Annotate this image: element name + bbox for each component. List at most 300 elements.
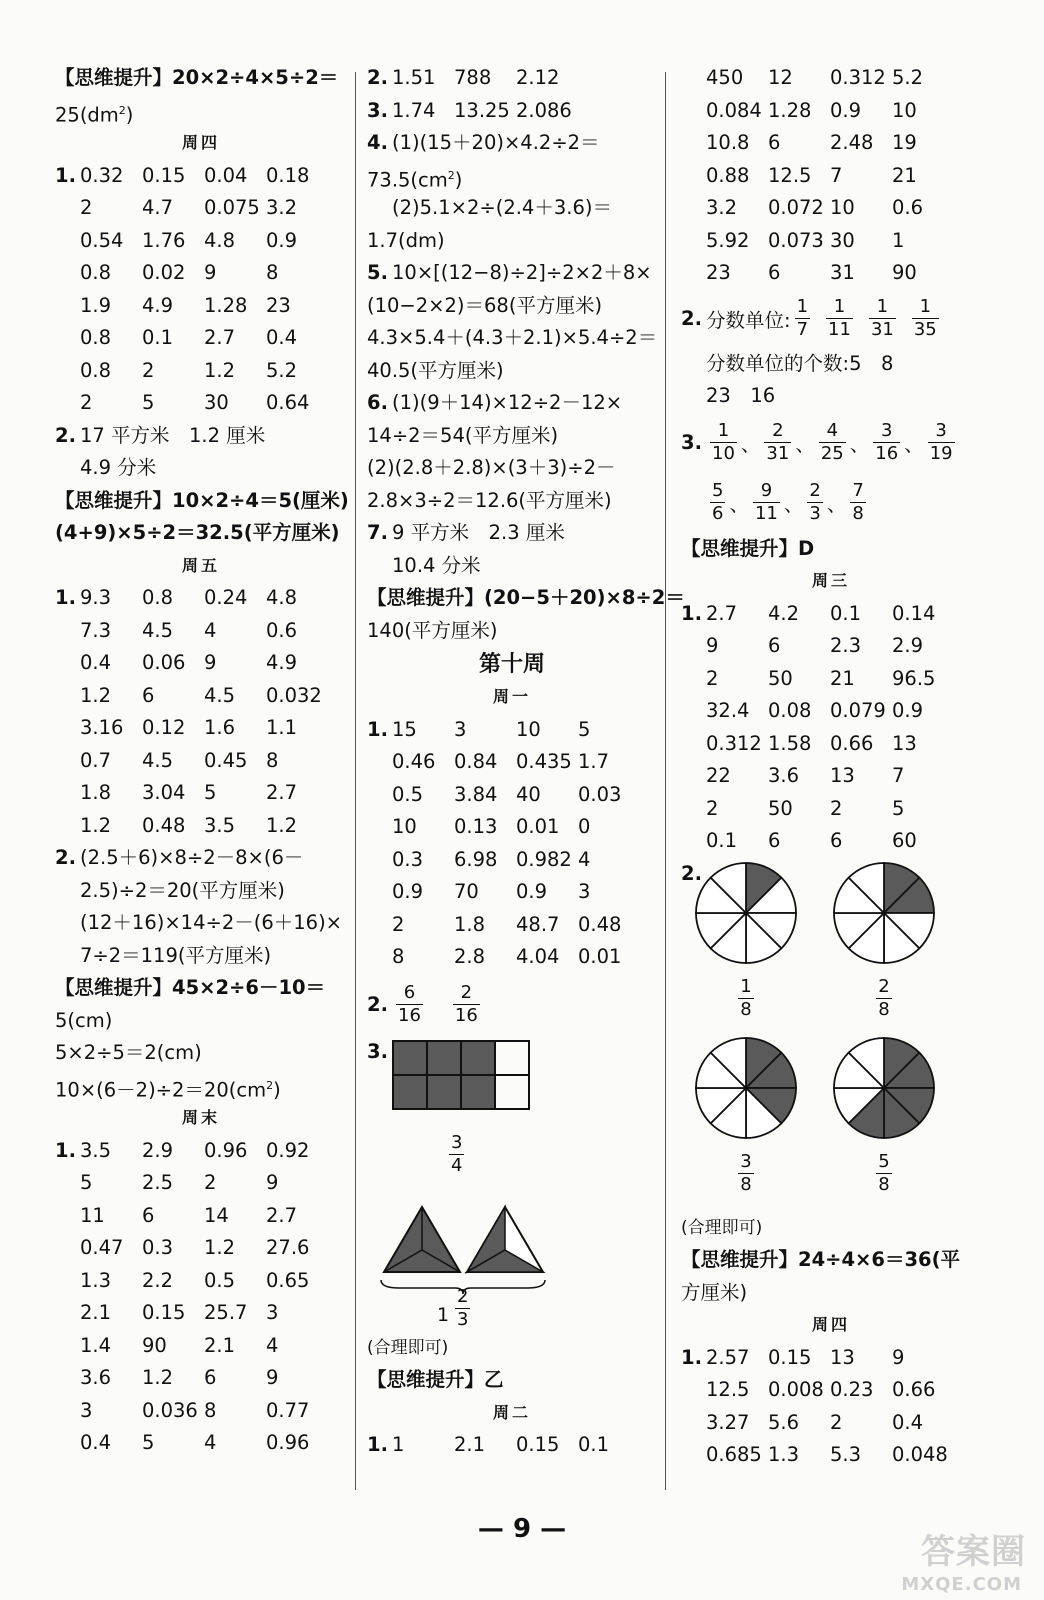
- fraction-answer-line: 2. 分数单位: 1 7 1 11 1 31 1 35: [681, 296, 937, 340]
- answer-row: [681, 760, 981, 793]
- answer-cell: 4.2: [768, 601, 800, 625]
- answer-cell: 1.28: [768, 98, 812, 122]
- answer-cell: 0.06: [142, 651, 186, 674]
- answer-cell: 2.1: [204, 1333, 236, 1357]
- answer-cell: 6: [142, 683, 155, 707]
- answer-cell: 0.12: [142, 716, 186, 739]
- fraction: $\frac{2}{8}$: [878, 975, 890, 1020]
- pie-figures-block: 2. $\frac{1}{8}$ $\frac{2}{8}$ $\frac{3}{8}$ $\frac{5}{8}$: [681, 858, 981, 1212]
- fraction: 2 3: [457, 1285, 469, 1330]
- answer-cell: 7: [892, 764, 905, 787]
- answer-line: 1.7(dm): [367, 228, 445, 252]
- answer-cell: 0.312: [706, 731, 762, 755]
- answer-row: [55, 777, 347, 810]
- answer-cell: 6: [142, 1203, 155, 1227]
- answer-cell: 1.8: [454, 912, 486, 936]
- answer-grid: [681, 62, 981, 290]
- answer-cell: 0.1: [142, 326, 174, 349]
- answer-row: [55, 680, 347, 713]
- answer-row: [681, 1342, 981, 1375]
- answer-cell: 2.1: [80, 1301, 112, 1324]
- answer-cell: 10: [830, 196, 855, 219]
- fraction: 2 16: [454, 982, 478, 1026]
- question-number: 1.: [681, 1345, 702, 1369]
- answer-cell: 0.072: [768, 196, 824, 219]
- answer-line: 2.5)÷2＝20(平方厘米): [80, 878, 285, 902]
- answer-cell: 10: [892, 98, 917, 122]
- answer-cell: 12.5: [706, 1378, 750, 1401]
- answer-row: [55, 387, 347, 420]
- answer-cell: 3.16: [80, 716, 124, 739]
- answer-cell: 5: [142, 1431, 155, 1454]
- fraction-answer-line: 2. 6 16 2 16: [367, 982, 478, 1026]
- answer-cell: 4: [204, 618, 217, 642]
- answer-row: [55, 1330, 347, 1363]
- answer-grid: [55, 582, 347, 842]
- answer-cell: 0.77: [266, 1398, 310, 1422]
- answer-cell: 2.7: [706, 601, 738, 625]
- answer-cell: 4.5: [204, 683, 236, 707]
- answer-cell: 19: [892, 131, 917, 154]
- answer-row: [55, 225, 347, 258]
- answer-cell: 0.8: [80, 261, 112, 284]
- answer-cell: 8: [392, 945, 405, 968]
- answer-grid: [55, 160, 347, 420]
- answer-cell: 0.8: [80, 326, 112, 349]
- answer-cell: 4.8: [204, 228, 236, 252]
- answer-line: 5(cm): [55, 1008, 113, 1032]
- answer-cell: 8: [204, 1398, 217, 1422]
- answer-cell: 2.7: [204, 326, 236, 349]
- answer-cell: 0.66: [830, 731, 874, 755]
- answer-cell: 1.1: [266, 716, 298, 739]
- answer-cell: 0.01: [578, 945, 622, 968]
- answer-cell: 60: [892, 829, 917, 852]
- answer-cell: 0.03: [578, 782, 622, 806]
- answer-line: 2.8×3÷2＝12.6(平方厘米): [367, 488, 612, 512]
- answer-cell: 0.88: [706, 163, 750, 187]
- answer-cell: 0.84: [454, 750, 498, 773]
- answer-cell: 0.4: [80, 651, 112, 674]
- answer-line: 7÷2＝119(平方厘米): [80, 943, 272, 967]
- answer-cell: 0.8: [142, 586, 174, 609]
- answer-cell: 10.8: [706, 131, 750, 154]
- answer-cell: 40: [516, 782, 541, 806]
- answer-line: 4.9 分米: [80, 456, 157, 479]
- thinking-boost: 【思维提升】45×2÷6－10＝: [55, 976, 326, 999]
- mixed-number-whole: 1: [437, 1303, 450, 1326]
- answer-cell: 3.2: [266, 196, 298, 219]
- answer-row: [681, 1439, 981, 1472]
- answer-cell: 6: [768, 634, 781, 657]
- answer-cell: 1.4: [80, 1333, 112, 1357]
- answer-cell: 23: [706, 261, 731, 284]
- answer-row: [55, 647, 347, 680]
- answer-cell: 1.58: [768, 731, 812, 755]
- answer-cell: 0.032: [266, 683, 322, 707]
- thinking-boost: 【思维提升】10×2÷4＝5(厘米): [55, 488, 349, 512]
- answer-cell: 4.8: [266, 586, 298, 609]
- answer-cell: 1.2: [80, 683, 112, 707]
- grid-figure-block: 3. 3 4: [367, 1036, 657, 1204]
- fraction: 1 35: [913, 296, 937, 340]
- fraction: 1 31: [870, 296, 894, 340]
- answer-cell: 0.04: [204, 163, 248, 187]
- answer-cell: 0.6: [892, 196, 924, 219]
- watermark-logo: 答案圈: [921, 1532, 1026, 1572]
- answer-line: 2. 1.51 788 2.12: [367, 66, 560, 89]
- shaded-triangles-figure: [379, 1204, 549, 1294]
- answer-cell: 4.5: [142, 748, 174, 772]
- answer-line: 4.3×5.4＋(4.3＋2.1)×5.4÷2＝: [367, 326, 658, 349]
- answer-row: [55, 1395, 347, 1428]
- answer-cell: 3.2: [706, 196, 738, 219]
- answer-grid: [55, 1135, 347, 1460]
- answer-cell: 2: [830, 1410, 843, 1434]
- answer-cell: 4.5: [142, 618, 174, 642]
- page-number: — 9 —: [477, 1514, 567, 1544]
- answer-grid: [681, 1342, 981, 1472]
- answer-row: [681, 257, 981, 290]
- answer-line: (12＋16)×14÷2－(6＋16)×: [80, 911, 343, 934]
- answer-line: 1. 1 2.1 0.15 0.1: [367, 1433, 610, 1456]
- fraction: 5 6: [712, 480, 724, 524]
- answer-cell: 0.982: [516, 847, 572, 871]
- answer-cell: 1: [892, 228, 905, 252]
- answer-cell: 1.76: [142, 228, 186, 252]
- answer-cell: 9: [204, 651, 217, 674]
- question-number: 1.: [681, 601, 702, 625]
- answer-row: [367, 909, 657, 942]
- pie-chart: [829, 858, 939, 968]
- answer-cell: 1.7: [578, 750, 610, 773]
- watermark-site: MXQE.COM: [901, 1574, 1022, 1595]
- answer-cell: 5.2: [892, 66, 924, 89]
- answer-line: 2. 17 平方米 1.2 厘米: [55, 423, 266, 447]
- answer-row: [681, 160, 981, 193]
- answer-cell: 12: [768, 66, 793, 89]
- fraction: 7 8: [852, 480, 864, 524]
- answer-cell: 0.435: [516, 750, 572, 773]
- answer-line: 5. 10×[(12−8)÷2]÷2×2＋8×: [367, 261, 652, 284]
- answer-row: [55, 712, 347, 745]
- week-heading: 第十周: [478, 651, 545, 677]
- answer-line: 4. (1)(15＋20)×4.2÷2＝: [367, 131, 600, 154]
- answer-cell: 8: [266, 748, 279, 772]
- answer-cell: 5.92: [706, 228, 750, 252]
- answer-cell: 0.48: [578, 912, 622, 936]
- answer-cell: 0.1: [706, 829, 738, 852]
- answer-row: [367, 779, 657, 812]
- answer-cell: 1.2: [204, 1236, 236, 1259]
- answer-cell: 4.04: [516, 945, 560, 968]
- answer-cell: 1.9: [80, 293, 112, 317]
- fraction: 2 3: [809, 480, 821, 524]
- answer-row: [681, 825, 981, 858]
- answer-cell: 0.48: [142, 813, 186, 837]
- fraction: 9 11: [754, 480, 778, 524]
- answer-cell: 3: [578, 880, 591, 903]
- answer-cell: 0.6: [266, 618, 298, 642]
- answer-cell: 2: [204, 1171, 217, 1194]
- answer-line: (2)(2.8＋2.8)×(3＋3)÷2－: [367, 456, 616, 479]
- answer-cell: 12.5: [768, 163, 812, 187]
- answer-row: [55, 1265, 347, 1298]
- answer-line: $10\times(6-2)\div 2=20(cm^2)$: [55, 1078, 281, 1101]
- question-number: 1.: [55, 163, 76, 187]
- answer-cell: 9: [266, 1171, 279, 1194]
- answer-row: [55, 745, 347, 778]
- triangle-figure-block: [367, 1204, 657, 1332]
- answer-row: [681, 728, 981, 761]
- answer-row: [681, 1407, 981, 1440]
- answer-row: [681, 127, 981, 160]
- answer-cell: 3.6: [768, 764, 800, 787]
- note: (合理即可): [681, 1217, 763, 1238]
- answer-cell: 2.9: [892, 634, 924, 657]
- fraction-unit-label: 分数单位:: [706, 308, 791, 332]
- answer-cell: 2.7: [266, 1203, 298, 1227]
- answer-cell: 0.048: [892, 1443, 948, 1466]
- answer-cell: 10: [516, 717, 541, 741]
- answer-cell: 50: [768, 666, 793, 690]
- answer-cell: 0.15: [142, 163, 186, 187]
- answer-row: [681, 793, 981, 826]
- answer-cell: 5: [204, 781, 217, 804]
- answer-cell: 6.98: [454, 847, 498, 871]
- answer-cell: 0.18: [266, 163, 310, 187]
- pie-chart: [829, 1033, 939, 1143]
- fraction: 4 25: [820, 420, 844, 464]
- answer-cell: 0.13: [454, 815, 498, 838]
- pie-figure: [691, 858, 801, 1019]
- answer-cell: 0.084: [706, 98, 762, 122]
- answer-cell: 7: [830, 163, 843, 187]
- answer-row: [55, 615, 347, 648]
- fraction: 3 16: [875, 420, 899, 464]
- answer-line: (2)5.1×2÷(2.4＋3.6)＝: [392, 196, 612, 219]
- thinking-boost: 【思维提升】(20−5＋20)×8÷2＝: [367, 586, 685, 609]
- answer-cell: 0.9: [892, 699, 924, 722]
- answer-cell: 0.15: [768, 1345, 812, 1369]
- answer-cell: 0.008: [768, 1378, 824, 1401]
- answer-cell: 0.5: [392, 782, 424, 806]
- answer-cell: 3: [454, 717, 467, 741]
- answer-cell: 0.92: [266, 1138, 310, 1162]
- answer-cell: 0.45: [204, 748, 248, 772]
- answer-cell: 1.2: [142, 1366, 174, 1389]
- answer-cell: 3: [80, 1398, 93, 1422]
- section-heading-weekend: 周末: [181, 1108, 220, 1127]
- answer-cell: 9: [892, 1345, 905, 1369]
- answer-cell: 4: [204, 1431, 217, 1454]
- answer-cell: 3.5: [80, 1138, 112, 1162]
- fraction: 3 4: [451, 1131, 463, 1176]
- answer-cell: 2: [80, 196, 93, 219]
- answer-cell: 13: [830, 1345, 855, 1369]
- answer-cell: 0.24: [204, 586, 248, 609]
- answer-cell: 0.96: [266, 1431, 310, 1454]
- answer-cell: 2: [830, 796, 843, 820]
- fraction: 6 16: [398, 982, 421, 1026]
- answer-line: 14÷2＝54(平方厘米): [367, 423, 559, 447]
- answer-cell: 0.01: [516, 815, 560, 838]
- pie-figure: [829, 1033, 939, 1194]
- answer-row: [681, 1374, 981, 1407]
- answer-cell: 0.08: [768, 699, 812, 722]
- answer-cell: 14: [204, 1203, 229, 1227]
- answer-cell: 30: [830, 228, 855, 252]
- answer-cell: 0.036: [142, 1398, 198, 1422]
- answer-cell: 2: [706, 796, 719, 820]
- answer-cell: 2.5: [142, 1171, 174, 1194]
- answer-row: [367, 746, 657, 779]
- question-number: 1.: [55, 1138, 76, 1162]
- thinking-boost: 【思维提升】20×2÷4×5÷2＝: [55, 66, 339, 89]
- answer-cell: 2.8: [454, 945, 486, 968]
- answer-cell: 0: [578, 815, 591, 838]
- answer-cell: 6: [830, 829, 843, 852]
- answer-cell: 1.28: [204, 293, 248, 317]
- answer-row: [55, 810, 347, 843]
- answer-cell: 9: [266, 1366, 279, 1389]
- answer-cell: 0.4: [892, 1410, 924, 1434]
- answer-cell: 0.1: [830, 601, 862, 625]
- answer-row: [681, 95, 981, 128]
- answer-cell: 0.079: [830, 699, 886, 722]
- fraction: 1 11: [828, 296, 851, 340]
- answer-cell: 0.5: [204, 1268, 236, 1292]
- answer-column-2: [367, 62, 685, 1462]
- answer-line: 3. 1.74 13.25 2.086: [367, 98, 572, 122]
- answer-row: [55, 1232, 347, 1265]
- answer-cell: 1.2: [204, 358, 236, 382]
- answer-line: 10.4 分米: [392, 553, 481, 577]
- answer-cell: 0.9: [392, 880, 424, 903]
- answer-row: [681, 663, 981, 696]
- answer-cell: 0.96: [204, 1138, 248, 1162]
- answer-line: 分数单位的个数:5 8: [706, 351, 894, 375]
- answer-cell: 3.5: [204, 813, 236, 837]
- answer-row: [55, 1135, 347, 1168]
- answer-cell: 0.23: [830, 1378, 874, 1401]
- answer-row: [55, 160, 347, 193]
- answer-grid: [367, 714, 657, 974]
- answer-cell: 4.7: [142, 196, 174, 219]
- column-divider-2: [665, 72, 666, 1490]
- answer-cell: 0.8: [80, 358, 112, 382]
- answer-cell: 0.4: [80, 1431, 112, 1454]
- section-heading-tuesday: 周二: [492, 1402, 531, 1422]
- answer-cell: 6: [768, 261, 781, 284]
- answer-cell: 0.02: [142, 261, 186, 284]
- answer-line: 23 16: [706, 384, 776, 407]
- pie-chart: [691, 1033, 801, 1143]
- answer-cell: 13: [892, 731, 917, 755]
- answer-cell: 0.9: [516, 880, 548, 903]
- answer-row: [367, 876, 657, 909]
- question-number: 1.: [55, 586, 76, 609]
- answer-row: [55, 1297, 347, 1330]
- answer-cell: 9.3: [80, 586, 112, 609]
- answer-row: [681, 192, 981, 225]
- answer-cell: 0.312: [830, 66, 886, 89]
- answer-cell: 2.48: [830, 131, 874, 154]
- answer-line: 5×2÷5＝2(cm): [55, 1041, 202, 1064]
- answer-cell: 5.2: [266, 358, 298, 382]
- answer-row: [55, 1362, 347, 1395]
- answer-line: 140(平方厘米): [367, 618, 498, 642]
- answer-cell: 4: [578, 847, 591, 871]
- answer-cell: 0.073: [768, 228, 824, 252]
- answer-cell: 0.64: [266, 391, 310, 414]
- answer-cell: 0.32: [80, 163, 124, 187]
- answer-cell: 32.4: [706, 699, 750, 722]
- answer-cell: 7.3: [80, 618, 112, 642]
- answer-cell: 3: [266, 1301, 279, 1324]
- answer-cell: 1.6: [204, 716, 236, 739]
- answer-cell: 0.66: [892, 1378, 936, 1401]
- answer-cell: 0.4: [266, 326, 298, 349]
- answer-cell: 1.3: [80, 1268, 112, 1292]
- section-heading-friday: 周五: [181, 555, 220, 575]
- pie-figure: [691, 1033, 801, 1194]
- answer-row: [55, 582, 347, 615]
- answer-cell: 0.3: [142, 1236, 174, 1259]
- answer-cell: 15: [392, 717, 417, 741]
- answer-cell: 90: [142, 1333, 167, 1357]
- answer-cell: 0.15: [142, 1301, 186, 1324]
- answer-cell: 0.54: [80, 228, 124, 252]
- answer-cell: 5: [80, 1171, 93, 1194]
- answer-cell: 2: [392, 912, 405, 936]
- answer-row: [55, 1200, 347, 1233]
- answer-cell: 5.6: [768, 1410, 800, 1434]
- section-heading-monday: 周一: [492, 687, 531, 706]
- answer-cell: 0.47: [80, 1236, 124, 1259]
- answer-cell: 2.3: [830, 634, 862, 657]
- answer-line: $25(dm^2)$: [55, 103, 134, 126]
- answer-cell: 5: [578, 717, 591, 741]
- shaded-grid-figure: [392, 1040, 536, 1110]
- answer-cell: 2.57: [706, 1345, 750, 1369]
- column-divider-1: [355, 72, 356, 1490]
- answer-cell: 8: [266, 261, 279, 284]
- answer-line: 40.5(平方厘米): [367, 358, 504, 382]
- answer-cell: 4.9: [266, 651, 298, 674]
- answer-cell: 25.7: [204, 1301, 248, 1324]
- answer-row: [367, 941, 657, 974]
- answer-row: [55, 355, 347, 388]
- answer-row: [55, 1427, 347, 1460]
- fraction: $\frac{5}{8}$: [878, 1150, 890, 1195]
- answer-row: [55, 257, 347, 290]
- answer-cell: 0.9: [266, 228, 298, 252]
- answer-cell: 0.9: [830, 98, 862, 122]
- answer-cell: 5: [892, 796, 905, 820]
- answer-line: (10−2×2)＝68(平方厘米): [367, 293, 603, 317]
- answer-line: 方厘米): [681, 1280, 748, 1304]
- question-number: 1.: [367, 717, 388, 741]
- answer-cell: 70: [454, 880, 479, 903]
- answer-row: [55, 192, 347, 225]
- answer-row: [681, 598, 981, 631]
- fraction-answer-line: 5 6 、 9 11 、 2 3 、 7 8: [712, 480, 864, 524]
- answer-cell: 48.7: [516, 912, 560, 936]
- answer-cell: 0.075: [204, 196, 260, 219]
- answer-cell: 2: [142, 358, 155, 382]
- answer-row: [681, 62, 981, 95]
